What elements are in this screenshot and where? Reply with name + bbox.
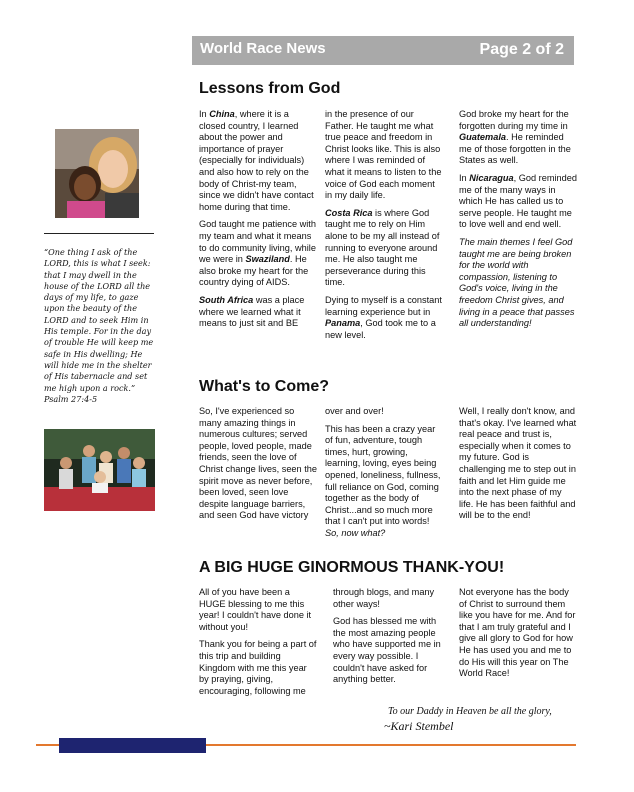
come-column-2 bbox=[325, 406, 445, 546]
paragraph: God taught me patience with my team and what it means to do community living, while we were in Swaziland. He also broke my heart for the country dying of AIDS. bbox=[199, 219, 316, 288]
footer-accent-bar bbox=[59, 738, 206, 753]
group-photo bbox=[44, 429, 155, 511]
page-number: Page 2 of 2 bbox=[479, 41, 564, 58]
paragraph: All of you have been a HUGE blessing to me this year! I couldn't have done it without you! bbox=[199, 587, 312, 632]
lessons-column-3 bbox=[459, 109, 577, 336]
newsletter-title: World Race News bbox=[200, 40, 326, 57]
paragraph: Well, I really don't know, and that's okay. I've learned what real peace and trust is, especially when it comes to my future. God is challenging me to step out in faith and let Him guide me into the next phase of my life. He has been faithful and will be to the end! bbox=[459, 406, 577, 521]
paragraph: So, I've experienced so many amazing things in numerous cultures; served people, loved people, made friends, seen the love of Christ change lives, seen the spirit move as never before, been loved, seen love despite language barriers, and seen God have victory bbox=[199, 406, 317, 521]
paragraph: Thank you for being a part of this trip and building Kingdom with me this year by praying, giving, encouraging, following me bbox=[199, 639, 317, 696]
paragraph: Costa Rica is where God taught me to rely on Him alone to be my all instead of running to everyone around me. He also taught me perseverance during this time. bbox=[325, 207, 440, 288]
scripture-quote bbox=[44, 247, 159, 405]
paragraph: in the presence of our Father. He taught me what true peace and freedom in Christ looks like. This is also where I was reminded of what it means to listen to the voice of God each moment in my daily life. bbox=[325, 109, 442, 201]
lessons-column-2 bbox=[325, 109, 443, 347]
quote-text: “One thing I ask of the LORD, this is what I seek: that I may dwell in the house of the LORD all the days of my life, to gaze upon the beauty of the LORD and to seek Him in His temple. For in the day of trouble He will keep me safe in His dwelling; He will hide me in the shelter of His tabernacle and set me high upon a rock.” bbox=[44, 247, 154, 393]
lessons-column-1 bbox=[199, 109, 317, 336]
come-column-3 bbox=[459, 406, 577, 528]
thanks-column-3 bbox=[459, 587, 577, 686]
header-banner bbox=[192, 36, 574, 65]
section-title-whats-to-come: What's to Come? bbox=[199, 378, 330, 395]
paragraph: In Nicaragua, God reminded me of the many ways in which He has called us to serve people. He taught me to love well and end well. bbox=[459, 172, 577, 230]
quote-reference: Psalm 27:4-5 bbox=[44, 393, 98, 404]
paragraph: God has blessed me with the most amazing people who have supported me in every way possible. I couldn't have asked for anything better. bbox=[333, 616, 441, 685]
paragraph: over and over! bbox=[325, 406, 384, 416]
thanks-column-1 bbox=[199, 587, 317, 703]
signature-name: ~Kari Stembel bbox=[384, 719, 454, 733]
signature-line: To our Daddy in Heaven be all the glory, bbox=[388, 706, 552, 717]
paragraph: Not everyone has the body of Christ to surround them like you have for me. And for that I am truly grateful and I give all glory to God for how He has used you and me to do His will this year on The World Race! bbox=[459, 587, 576, 679]
paragraph: The main themes I feel God taught me are being broken for the world with compassion, listening to God's voice, living in the freedom Christ gives, and living in a peace that passes all understanding! bbox=[459, 236, 575, 329]
come-column-1 bbox=[199, 406, 319, 528]
paragraph: through blogs, and many other ways! bbox=[333, 587, 435, 609]
section-title-lessons: Lessons from God bbox=[199, 80, 341, 97]
paragraph: Dying to myself is a constant learning experience but in Panama, God took me to a new level. bbox=[325, 294, 442, 340]
thanks-column-2 bbox=[333, 587, 451, 692]
paragraph: South Africa was a place where we learned what it means to just sit and BE bbox=[199, 294, 305, 329]
paragraph: God broke my heart for the forgotten during my time in Guatemala. He reminded me of those forgotten in the States as well. bbox=[459, 109, 571, 166]
sidebar-rule bbox=[44, 233, 154, 234]
paragraph: This has been a crazy year of fun, adventure, tough times, hurt, growing, learning, loving, eyes being opened, loneliness, fullness, full reliance on God, coming together as the body of Christ...and so much more that I can't put into words! So, now what? bbox=[325, 423, 441, 538]
paragraph: In China, where it is a closed country, I learned about the power and importance of prayer (especially for individuals) and also how to rely on the body of Christ-my team, since we didn't have contact home during that time. bbox=[199, 109, 314, 212]
section-title-thank-you: A BIG HUGE GINORMOUS THANK-YOU! bbox=[199, 559, 505, 576]
portrait-photo bbox=[55, 129, 139, 218]
